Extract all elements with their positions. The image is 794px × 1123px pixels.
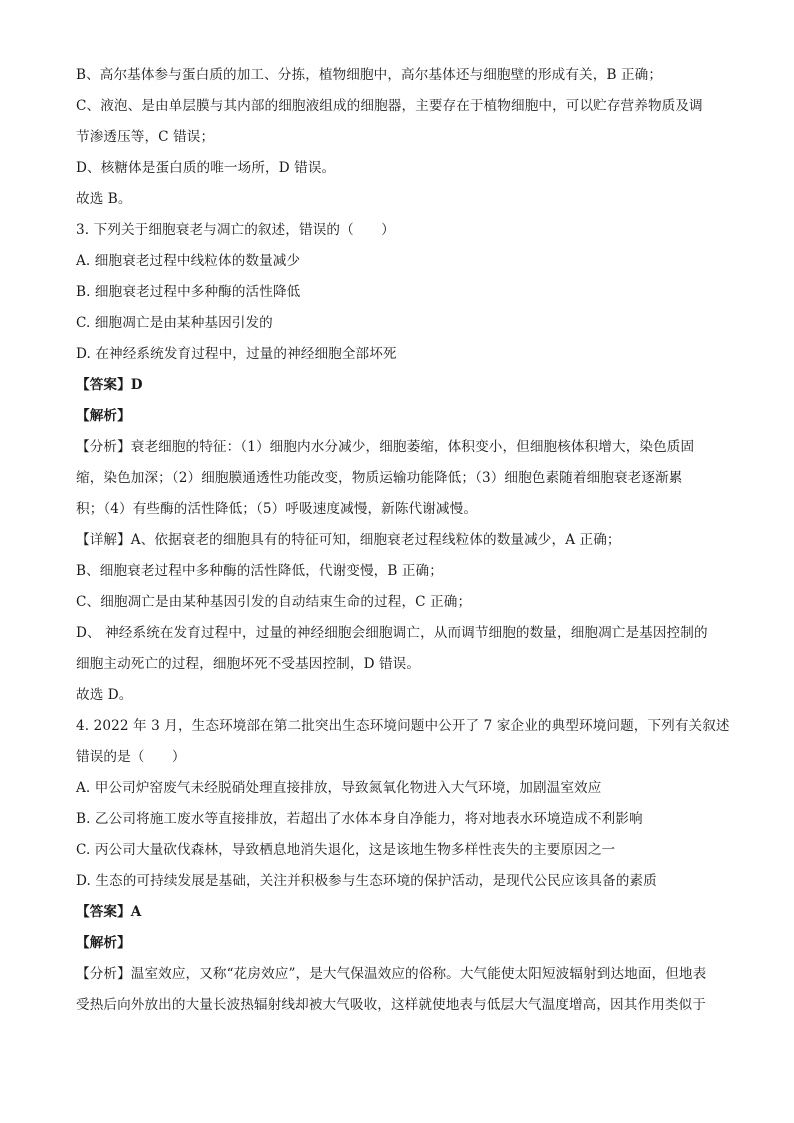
q3-detail-d-line1: D、 神经系统在发育过程中，过量的神经细胞会细胞调亡，从而调节细胞的数量，细胞凋亡是基因控制的 — [76, 625, 708, 641]
q3-option-d: D. 在神经系统发育过程中，过量的神经细胞全部坏死 — [76, 346, 397, 362]
q3-option-b: B. 细胞衰老过程中多种酶的活性降低 — [76, 284, 301, 300]
q3-analysis-label: 【解析】 — [76, 408, 131, 424]
q3-option-c: C. 细胞凋亡是由某种基因引发的 — [76, 315, 273, 331]
q3-detail-c: C、细胞凋亡是由某种基因引发的自动结束生命的过程，C 正确； — [76, 594, 472, 610]
prev-choice: 故选 B。 — [76, 191, 132, 207]
q4-stem-line1: 4. 2022 年 3 月，生态环境部在第二批突出生态环境问题中公开了 7 家企业的典型环境问题，下列有关叙述 — [76, 718, 730, 734]
q3-stem: 3. 下列关于细胞衰老与凋亡的叙述，错误的（ ） — [76, 222, 395, 238]
q4-stem-line2: 错误的是（ ） — [76, 749, 186, 765]
q4-fenxi-line2: 受热后向外放出的大量长波热辐射线却被大气吸收，这样就使地表与低层大气温度增高，因其作用类似于 — [76, 997, 706, 1013]
q4-option-c: C. 丙公司大量砍伐森林，导致栖息地消失退化，这是该地生物多样性丧失的主要原因之一 — [76, 842, 616, 858]
prev-option-c-explanation-line1: C、液泡、是由单层膜与其内部的细胞液组成的细胞器，主要存在于植物细胞中，可以贮存营养物质及调 — [76, 98, 703, 114]
q3-option-a: A. 细胞衰老过程中线粒体的数量减少 — [76, 253, 301, 269]
q4-fenxi-line1: 【分析】温室效应，又称“花房效应”，是大气保温效应的俗称。大气能使太阳短波辐射到达地面，但地表 — [76, 966, 707, 982]
q4-option-b: B. 乙公司将施工废水等直接排放，若超出了水体本身自净能力，将对地表水环境造成不利影响 — [76, 811, 643, 827]
q3-choice: 故选 D。 — [76, 687, 133, 703]
q4-analysis-label: 【解析】 — [76, 935, 131, 951]
q3-detail-b: B、细胞衰老过程中多种酶的活性降低，代谢变慢，B 正确； — [76, 563, 443, 579]
q4-option-d: D. 生态的可持续发展是基础，关注并积极参与生态环境的保护活动，是现代公民应该具备的素质 — [76, 873, 657, 889]
document-page — [76, 60, 730, 1021]
q3-answer: 【答案】D — [76, 377, 143, 393]
prev-option-d-explanation: D、核糖体是蛋白质的唯一场所，D 错误。 — [76, 160, 336, 176]
q3-fenxi-line3: 积；（4）有些酶的活性降低；（5）呼吸速度减慢，新陈代谢减慢。 — [76, 501, 478, 517]
prev-option-b-explanation: B、高尔基体参与蛋白质的加工、分拣，植物细胞中，高尔基体还与细胞壁的形成有关，B 正确； — [76, 67, 663, 83]
q3-detail-d-line2: 细胞主动死亡的过程，细胞坏死不受基因控制，D 错误。 — [76, 656, 421, 672]
prev-option-c-explanation-line2: 节渗透压等，C 错误； — [76, 129, 215, 145]
q3-fenxi-line2: 缩，染色加深；（2）细胞膜通透性功能改变，物质运输功能降低；（3）细胞色素随着细胞衰老逐渐累 — [76, 470, 683, 486]
q4-option-a: A. 甲公司炉窑废气未经脱硝处理直接排放，导致氮氧化物进入大气环境，加剧温室效应 — [76, 780, 602, 796]
q3-detail-a: 【详解】A、依据衰老的细胞具有的特征可知，细胞衰老过程线粒体的数量减少，A 正确； — [76, 532, 621, 548]
q4-answer: 【答案】A — [76, 904, 142, 920]
q3-fenxi-line1: 【分析】衰老细胞的特征：（1）细胞内水分减少，细胞萎缩，体积变小，但细胞核体积增大，染色质固 — [76, 439, 695, 455]
